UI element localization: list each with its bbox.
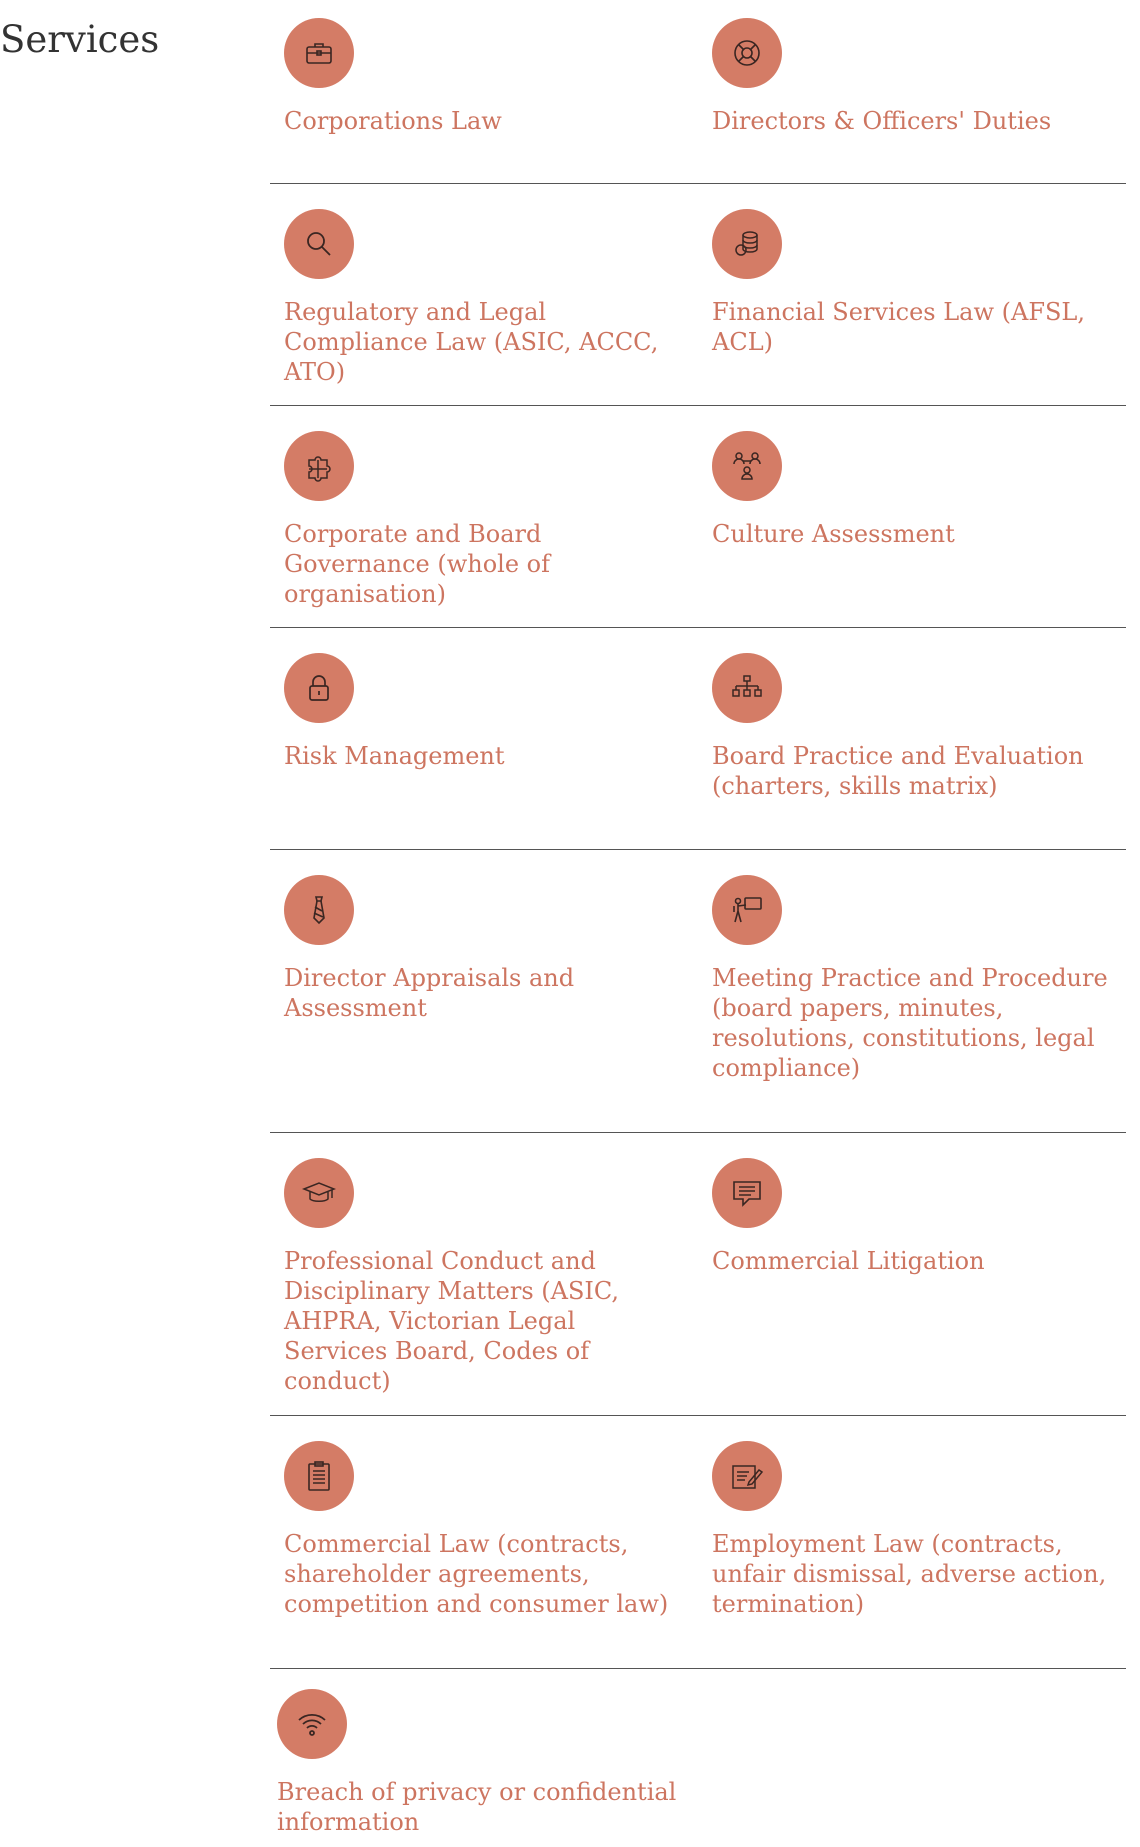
- service-label: Commercial Law (contracts, shareholder agreements, competition and consumer law): [284, 1530, 669, 1618]
- service-label: Breach of privacy or confidential information: [277, 1778, 677, 1836]
- service-label: Board Practice and Evaluation (charters, skills matrix): [712, 742, 1084, 800]
- wifi-icon: [277, 1689, 347, 1759]
- puzzle-icon: [284, 431, 354, 501]
- org-chart-icon: [712, 653, 782, 723]
- service-label: Regulatory and Legal Compliance Law (ASIC, ACCC, ATO): [284, 298, 659, 386]
- services-row: [270, 850, 1126, 1133]
- service-label: Meeting Practice and Procedure (board papers, minutes, resolutions, constitutions, legal compliance): [712, 964, 1108, 1082]
- services-row: [270, 406, 1126, 628]
- service-label: Culture Assessment: [712, 520, 955, 548]
- service-label: Risk Management: [284, 742, 505, 770]
- service-label: Professional Conduct and Disciplinary Matters (ASIC, AHPRA, Victorian Legal Services Board, Codes of conduct): [284, 1247, 620, 1395]
- service-label: Corporations Law: [284, 107, 502, 135]
- services-row: [270, 1133, 1126, 1416]
- lifebuoy-icon: [712, 18, 782, 88]
- services-row: [270, 628, 1126, 850]
- service-label: Commercial Litigation: [712, 1247, 985, 1275]
- clipboard-icon: [284, 1441, 354, 1511]
- magnifier-icon: [284, 209, 354, 279]
- services-row: [270, 0, 1126, 184]
- service-label: Employment Law (contracts, unfair dismissal, adverse action, termination): [712, 1530, 1107, 1618]
- service-label: Directors & Officers' Duties: [712, 107, 1052, 135]
- service-label: Financial Services Law (AFSL, ACL): [712, 298, 1085, 356]
- service-label: Corporate and Board Governance (whole of organisation): [284, 520, 551, 608]
- tie-icon: [284, 875, 354, 945]
- briefcase-icon: [284, 18, 354, 88]
- services-row: [270, 1669, 1126, 1847]
- services-grid: [270, 0, 1126, 1847]
- padlock-icon: [284, 653, 354, 723]
- page-title: Services: [0, 18, 160, 61]
- services-row: [270, 1416, 1126, 1669]
- services-row: [270, 184, 1126, 406]
- people-network-icon: [712, 431, 782, 501]
- presenter-icon: [712, 875, 782, 945]
- service-label: Director Appraisals and Assessment: [284, 964, 575, 1022]
- contract-pen-icon: [712, 1441, 782, 1511]
- speech-bubble-icon: [712, 1158, 782, 1228]
- graduation-cap-icon: [284, 1158, 354, 1228]
- coins-icon: [712, 209, 782, 279]
